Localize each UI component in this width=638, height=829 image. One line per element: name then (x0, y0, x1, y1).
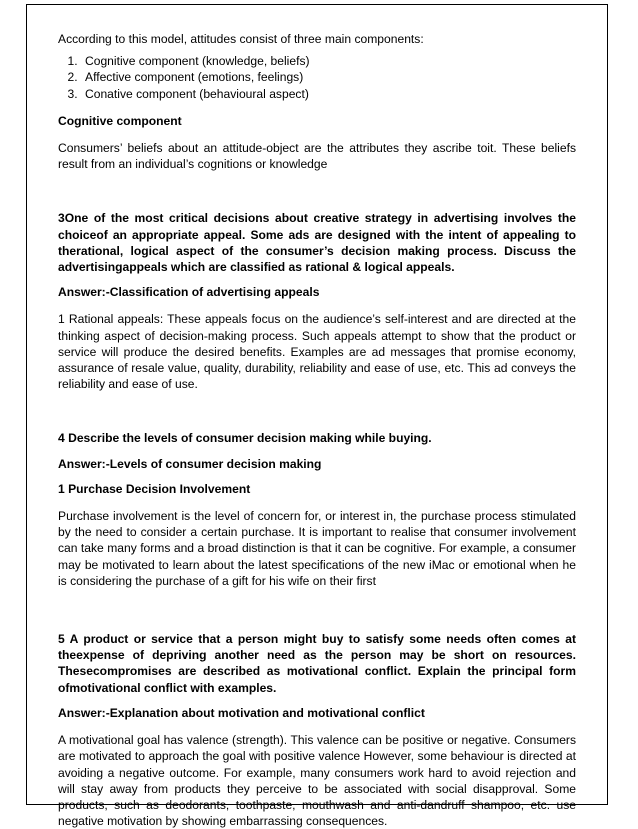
cognitive-paragraph: Consumers’ beliefs about an attitude-object are the attributes they ascribe toit. These beliefs result from an individual’s cognitions or knowledge (58, 141, 576, 172)
cognitive-heading: Cognitive component (58, 113, 182, 128)
list-item: 1. Cognitive component (knowledge, beliefs) (81, 53, 576, 69)
question-4: 4 Describe the levels of consumer decision making while buying. (58, 431, 432, 446)
answer-5-paragraph: A motivational goal has valence (strength). This valence can be positive or negative. Consumers are motivated to approach the goal with positive valence However, some behaviour is directed at avoiding a negative outcome. For example, many consumers work hard to avoid rejection and will stay away from products they perceive to be associated with social disapproval. Some products, such as deodorants, toothpaste, mouthwash and anti-dandruff shampoo, etc. use negative motivation by showing embarrassing consequences. (58, 733, 576, 829)
answer-4-subheading: 1 Purchase Decision Involvement (58, 481, 251, 496)
document-body (58, 31, 576, 829)
answer-3-heading: Answer:-Classification of advertising appeals (58, 285, 320, 300)
answer-5-heading: Answer:-Explanation about motivation and motivational conflict (58, 705, 425, 720)
components-list (58, 53, 576, 102)
list-item: 2. Affective component (emotions, feelings) (81, 69, 576, 85)
intro-text: According to this model, attitudes consist of three main components: (58, 32, 424, 46)
answer-4-paragraph: Purchase involvement is the level of concern for, or interest in, the purchase process stimulated by the need to consider a certain purchase. It is important to realise that consumer involvement can take many forms and a broad distinction is that it can be cognitive. For example, a consumer may be motivated to learn about the latest specifications of the new iMac or emotional when he is considering the purchase of a gift for his wife on their first (58, 509, 576, 588)
answer-3-paragraph: 1 Rational appeals: These appeals focus on the audience’s self-interest and are directed at the thinking aspect of decision-making process. Such appeals attempt to show that the product or service will produce the desired benefits. Examples are ad messages that promise economy, assurance of resale value, quality, durability, reliability and ease of use, etc. This ad conveys the reliability and ease of use. (58, 312, 576, 392)
answer-4-heading: Answer:-Levels of consumer decision making (58, 456, 322, 471)
question-3: 3One of the most critical decisions about creative strategy in advertising involves the choiceof an appropriate appeal. Some ads are designed with the intent of appealing to therational, logical aspect of the consumer’s decision making process. Discuss the advertisingappeals which are classified as rational & logical appeals. (58, 211, 576, 275)
list-item: 3. Conative component (behavioural aspect) (81, 86, 576, 102)
question-5: 5 A product or service that a person might buy to satisfy some needs often comes at theexpense of depriving another need as the person may be short on resources. Thesecompromises are described as motivational conflict. Explain the principal form ofmotivational conflict with examples. (58, 632, 576, 695)
